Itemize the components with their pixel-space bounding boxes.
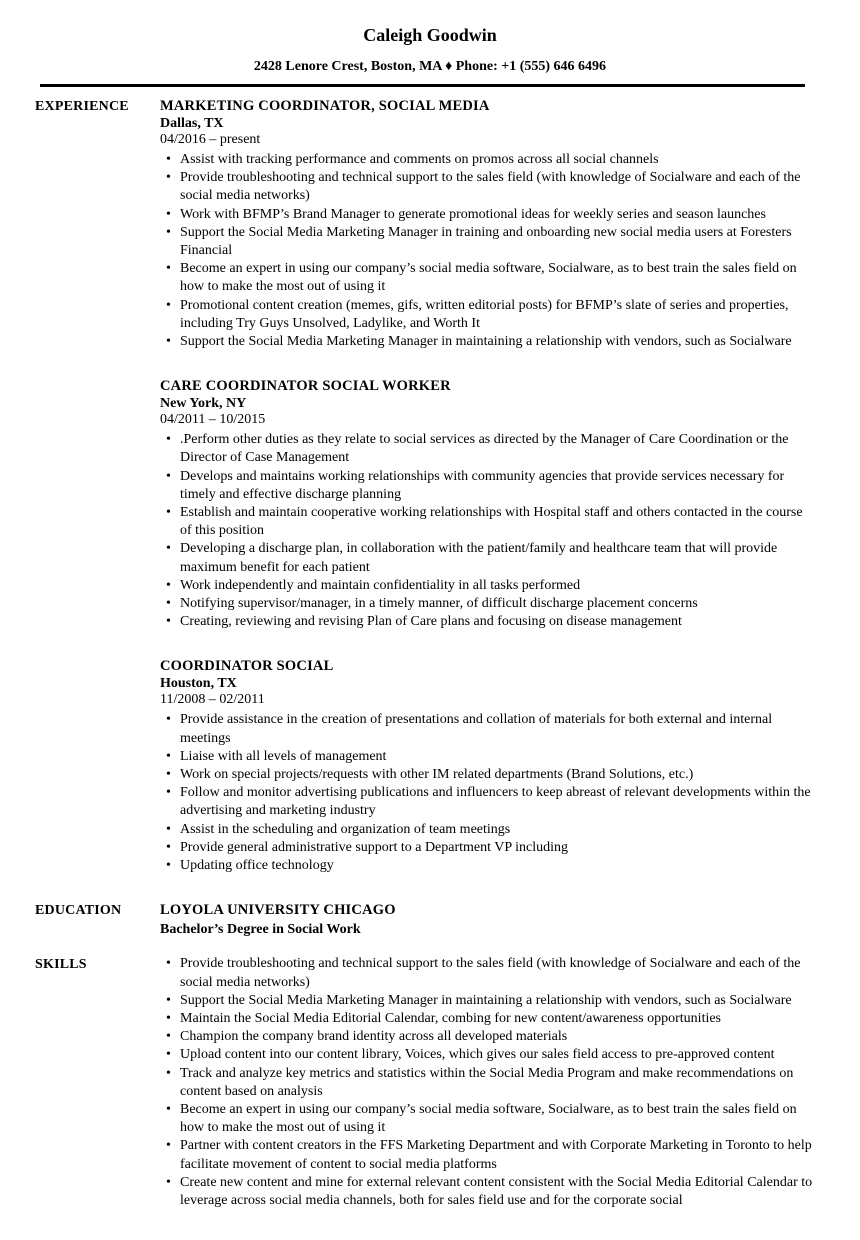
skills-bullet-list xyxy=(160,955,815,1210)
bullet-item: • Assist in the scheduling and organization of team meetings xyxy=(180,821,815,839)
bullet-item: • Support the Social Media Marketing Manager in maintaining a relationship with vendors, such as Socialware xyxy=(180,333,815,351)
bullet-item: • Maintain the Social Media Editorial Calendar, combing for new content/awareness opportunities xyxy=(180,1010,815,1028)
bullet-item: • Promotional content creation (memes, gifs, written editorial posts) for BFMP’s slate of series and properties, including Try Guys Unsolved, Ladylike, and Worth It xyxy=(180,297,815,333)
job-bullet-list xyxy=(160,431,815,631)
bullet-item: • Work independently and maintain confidentiality in all tasks performed xyxy=(180,577,815,595)
job-title: MARKETING COORDINATOR, SOCIAL MEDIA xyxy=(160,98,490,114)
bullet-item: • Work on special projects/requests with other IM related departments (Brand Solutions, etc.) xyxy=(180,766,815,784)
bullet-item: • Provide troubleshooting and technical support to the sales field (with knowledge of Socialware and each of the social media networks) xyxy=(180,955,815,991)
header-divider xyxy=(40,84,805,87)
bullet-item: • Establish and maintain cooperative working relationships with Hospital staff and others contacted in the course of this position xyxy=(180,504,815,540)
bullet-item: • .Perform other duties as they relate to social services as directed by the Manager of Care Coordination or the Director of Case Management xyxy=(180,431,815,467)
bullet-item: • Support the Social Media Marketing Manager in maintaining a relationship with vendors, such as Socialware xyxy=(180,992,815,1010)
bullet-item: • Liaise with all levels of management xyxy=(180,748,815,766)
experience-content xyxy=(160,97,815,875)
job-bullet-list xyxy=(160,711,815,875)
skills-content xyxy=(160,955,815,1210)
bullet-item: • Champion the company brand identity across all developed materials xyxy=(180,1028,815,1046)
job-bullet-list xyxy=(160,151,815,351)
experience-label: EXPERIENCE xyxy=(35,99,129,114)
bullet-item: • Create new content and mine for external relevant content consistent with the Social Media Editorial Calendar to leverage across social media channels, both for sales field use and for the corporate social xyxy=(180,1174,815,1210)
bullet-item: • Work with BFMP’s Brand Manager to generate promotional ideas for weekly series and season launches xyxy=(180,206,815,224)
job-location: Houston, TX xyxy=(160,676,237,692)
section-skills xyxy=(0,955,860,1210)
job-dates: 04/2011 – 10/2015 xyxy=(160,412,266,428)
education-content xyxy=(160,901,815,939)
job-dates: 04/2016 – present xyxy=(160,132,261,147)
bullet-item: • Become an expert in using our company’s social media software, Socialware, as to best train the sales field on how to make the most out of using it xyxy=(180,1101,815,1137)
job-entry-coordinator-social xyxy=(160,657,815,875)
bullet-item: • Upload content into our content library, Voices, which gives our sales field access to pre-approved content xyxy=(180,1046,815,1064)
bullet-item: • Assist with tracking performance and comments on promos across all social channels xyxy=(180,151,815,169)
bullet-item: • Updating office technology xyxy=(180,857,815,875)
bullet-item: • Provide general administrative support to a Department VP including xyxy=(180,839,815,857)
job-title: COORDINATOR SOCIAL xyxy=(160,658,334,675)
education-school: LOYOLA UNIVERSITY CHICAGO xyxy=(160,902,396,919)
bullet-item: • Support the Social Media Marketing Manager in training and onboarding new social media users at Foresters Financial xyxy=(180,224,815,260)
bullet-item: • Provide troubleshooting and technical support to the sales field (with knowledge of Socialware and each of the social media networks) xyxy=(180,169,815,205)
bullet-item: • Develops and maintains working relationships with community agencies that provide services necessary for timely and effective discharge planning xyxy=(180,468,815,504)
section-experience xyxy=(0,97,860,875)
section-education xyxy=(0,901,860,939)
job-title: CARE COORDINATOR SOCIAL WORKER xyxy=(160,378,451,395)
bullet-item: • Provide assistance in the creation of presentations and collation of materials for both external and internal meetings xyxy=(180,711,815,747)
bullet-item: • Developing a discharge plan, in collaboration with the patient/family and healthcare team that will provide maximum benefit for each patient xyxy=(180,540,815,576)
bullet-item: • Partner with content creators in the FFS Marketing Department and with Corporate Marketing in Toronto to help facilitate movement of content to social media platforms xyxy=(180,1137,815,1173)
job-entry-marketing-coordinator xyxy=(160,97,815,351)
job-entry-care-coordinator xyxy=(160,377,815,631)
education-label: EDUCATION xyxy=(35,903,122,919)
bullet-item: • Follow and monitor advertising publications and influencers to keep abreast of relevant developments within the advertising and marketing industry xyxy=(180,784,815,820)
bullet-item: • Become an expert in using our company’s social media software, Socialware, as to best train the sales field on how to make the most out of using it xyxy=(180,260,815,296)
bullet-item: • Track and analyze key metrics and statistics within the Social Media Program and make recommendations on content based on analysis xyxy=(180,1065,815,1101)
candidate-name: Caleigh Goodwin xyxy=(363,25,497,45)
bullet-item: • Creating, reviewing and revising Plan of Care plans and focusing on disease management xyxy=(180,613,815,631)
job-location: New York, NY xyxy=(160,396,247,412)
job-dates: 11/2008 – 02/2011 xyxy=(160,692,265,708)
bullet-item: • Notifying supervisor/manager, in a timely manner, of difficult discharge placement concerns xyxy=(180,595,815,613)
skills-label: SKILLS xyxy=(35,957,87,973)
job-location: Dallas, TX xyxy=(160,116,224,131)
contact-line: 2428 Lenore Crest, Boston, MA ♦ Phone: +1 (555) 646 6496 xyxy=(253,59,607,74)
education-degree: Bachelor’s Degree in Social Work xyxy=(160,922,361,938)
resume-header xyxy=(0,24,860,75)
